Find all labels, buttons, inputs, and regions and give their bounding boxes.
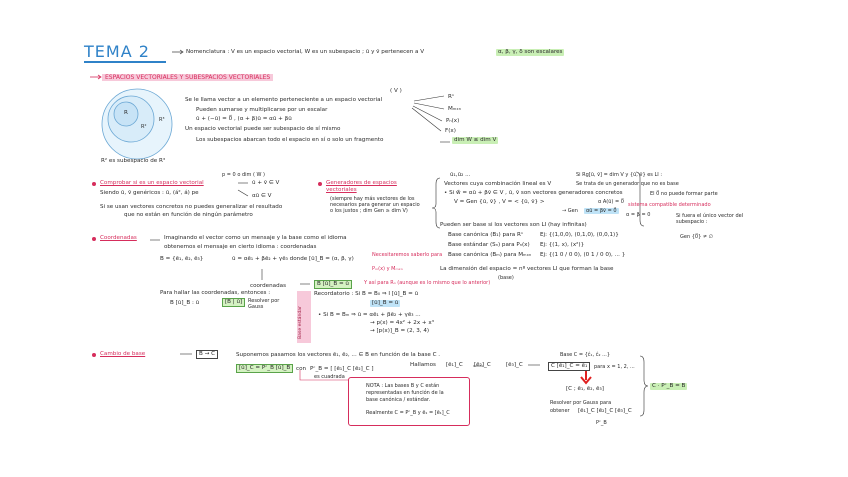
cambio-h2: [ē₂]_C [474,362,491,368]
coord-l2: obtenemos el mensaje en cierto idioma : coordenadas [164,244,317,250]
coord-recordatorio: Recordatorio : Si B = B₀ ⇒ I [ū]_B = ū [314,291,419,297]
gen-arrow: → Gen [562,208,578,214]
gen-mid1: α A(ū) = 0⃗ [598,199,624,205]
bullet-dot [318,182,322,186]
coordenadas-heading: Coordenadas [100,235,137,241]
gen-right5: Gen {0⃗} ≠ ∅ [680,234,713,240]
label-r: R [124,110,128,116]
comprobar-heading: Comprobar si es un espacio vectorial [100,180,204,186]
bullet-dot [92,353,96,357]
cambio-obt: [ē₁]_C [ē₂]_C [ē₃]_C [578,408,632,414]
cambio-para: para x = 1, 2, ... [594,364,635,370]
cambio-heading: Cambio de base [100,351,146,357]
base-b2e: Ej: {(1, x), (x²)} [540,242,585,248]
coord-pink1: Necesitaremos saberlo para [372,252,443,258]
gen-l2: • Si w⃗ = αū + βv̄ ∈ V , ū, v̄ son vectores generadores concretos [444,190,623,196]
coord-s1: • Si B = Bₘ ⇒ ū = αē₁ + βē₂ + γē₃ ... [318,312,421,318]
comprobar-rhs2: αū ∈ V [252,193,272,199]
cambio-hallamos: Hallamos [410,362,436,368]
space-rn: Rⁿ [448,94,455,100]
gen-right2: Se trata de un generador que no es base [576,181,679,187]
gen-mid2: αū = βv̄ = 0⃗ [586,208,617,214]
note-line1: NOTA : Las bases B y C están [366,383,440,389]
comprobar-line1: Siendo ū, v̄ genéricos : ū, (á², á) pe [100,190,199,196]
cambio-resolver: Resolver por Gauss para [550,400,612,406]
coord-ub: [ū]_B = ū [372,300,399,306]
page-title: TEMA 2 [84,42,150,61]
comprobar-line2: Si se usan vectores concretos no puedes generalizar el resultado [100,204,283,210]
coord-bub: B [ū]_B : ū [170,300,200,306]
note-line2: representadas en función de la [366,390,444,396]
gen-right1: Si Rg[ū, v̄] = dim V y {ū, v̄} es LI : [576,172,663,178]
generadores-note: (siempre hay más vectores de los necesarios para generar un espacio o los justos ; dim Gen ≥ dim V) [330,196,420,215]
cambio-basec: Base C = {ĉ₁, ĉ₂ ...} [560,352,611,358]
space-pn: Pₙ(x) [446,118,460,124]
gen-l3: V = Gen {ū, v̄} , V = < {ū, v̄} > [454,199,545,205]
bullet-dot [92,237,96,241]
comprobar-rhs1: ū + v̄ ∈ V [252,180,280,186]
cambio-pmat: Pᶜ_B = [ [ē₁]_C [ē₂]_C ] [310,366,374,372]
note-line3: base canónica / estándar. [366,397,431,403]
base-b3e: Ej: {(1 0 / 0 0), (0 1 / 0 0), ... } [540,252,626,258]
coord-l1: Imaginando el vector como un mensaje y la base como el idioma [164,235,347,241]
cambio-h1: [ē₁]_C [446,362,463,368]
comprobar-top: p = 0 o dim ( W ) [222,172,266,178]
cambio-eq: [ū]_C = Pᶜ_B [ū]_B [236,364,293,373]
comprobar-line3: que no están en función de ningún parámetro [124,212,253,218]
coord-basedef: B = {ē₁, ē₂, ē₃} [160,256,204,262]
def-bullet1: Pueden sumarse y multiplicarse por un escalar [196,107,328,113]
diagram-caption: R² es subespacio de R³ [101,158,166,164]
coord-gauss: Resolver por Gauss [248,298,280,311]
def-bullet2: ū + (−ū) = 0⃗ , (α + β)ū = αū + βū [196,116,292,122]
coord-pink3: Y así para Rₙ (aunque es lo mismo que lo anterior) [364,280,491,286]
cambio-bc: B → C [196,350,218,359]
nomenclature-text: Nomenclatura : V es un espacio vectorial, W es un subespacio ; ū y v̄ pertenecen a V [186,49,425,55]
cambio-l1: Suponemos pasamos los vectores ē₁, ē₂, ... ∈ B en función de la base C . [236,352,441,358]
coord-para: Para hallar las coordenadas, entonces : [160,290,271,296]
base-lead: Pueden ser base si los vectores son LI (hay infinitas) [440,222,587,228]
v-label: ( V ) [390,88,402,94]
coord-boxbu: B [ū]_B = ū [314,280,352,289]
gen-right4: Si fuera el único vector del subespacio : [676,213,744,226]
cambio-aug: [C ; ē₁, ē₂, ē₃] [566,386,604,392]
space-mmxn: Mₘₓₙ [448,106,462,112]
coord-vecdef: ū = αē₁ + βē₂ + γē₃ donde [ū]_B = (α, β, γ) [232,256,354,262]
cambio-con: con [296,366,307,372]
cambio-h3: [ē₃]_C [506,362,523,368]
cambio-p: Pᶜ_B [596,420,607,426]
cambio-final: C · Pᶜ_B = B [652,383,686,389]
cambio-obtener: obtener [550,408,570,414]
gen-l1: Vectores cuya combinación lineal es V [444,181,552,187]
coord-boxbu2: [B | ū] [222,298,245,307]
gen-mid3: α = β = 0 [626,212,651,218]
section-heading: ESPACIOS VECTORIALES Y SUBESPACIOS VECTORIALES [102,74,273,81]
label-r2: R² [141,124,147,130]
note-line4: Realmente C = Pᶜ_B y ē₁ = [ē₁]_C [366,410,450,416]
coord-s2: → p(x) = 4x² + 2x + x³ [370,320,434,326]
base-b3: Base canónica (Bₘ) para Mₘₓₙ [448,252,532,258]
coord-s3: → [p(x)]_B = (2, 3, 4) [370,328,430,334]
title-underline [84,61,166,63]
generadores-heading: Generadores de espacios vectoriales [326,180,397,193]
gen-head: ū₁,ū₂ ... [450,172,471,178]
def-line1: Se le llama vector a un elemento perteneciente a un espacio vectorial [185,97,383,103]
vertical-label-bar: Base estándar [297,291,311,343]
def-bullet3: Los subespacios abarcan todo el espacio en sí o solo un fragmento [196,137,384,143]
space-fx: F(x) [445,128,456,134]
base-b1e: Ej: {(1,0,0), (0,1,0), (0,0,1)} [540,232,619,238]
cambio-cuadrada: es cuadrada [314,374,345,380]
bullet-dot [92,182,96,186]
coord-pink2: Pₘ(x) y Mₘₓₙ [372,266,403,272]
dim-line: La dimensión del espacio = nº vectores LI que forman la base [440,266,614,272]
label-r3: R³ [159,117,165,123]
gen-right3: El 0⃗ no puede formar parte [650,191,718,197]
def-line2: Un espacio vectorial puede ser subespacio de sí mismo [185,126,341,132]
nomenclature-scalars: α, β, γ, δ son escalares [498,49,563,55]
base-b2: Base estándar (Sₙ) para Pₙ(x) [448,242,530,248]
cambio-cc: C [ē₁]_C = ē₁ [548,362,590,371]
dim-highlight: dim W ≤ dim V [454,137,497,143]
red-arrow-icon [581,371,591,383]
base-tag: (base) [498,275,514,281]
coord-label: coordenadas [250,283,286,289]
gen-sol: sistema compatible determinado [628,202,711,208]
base-b1: Base canónica (B₁) para Rⁿ [448,232,524,238]
